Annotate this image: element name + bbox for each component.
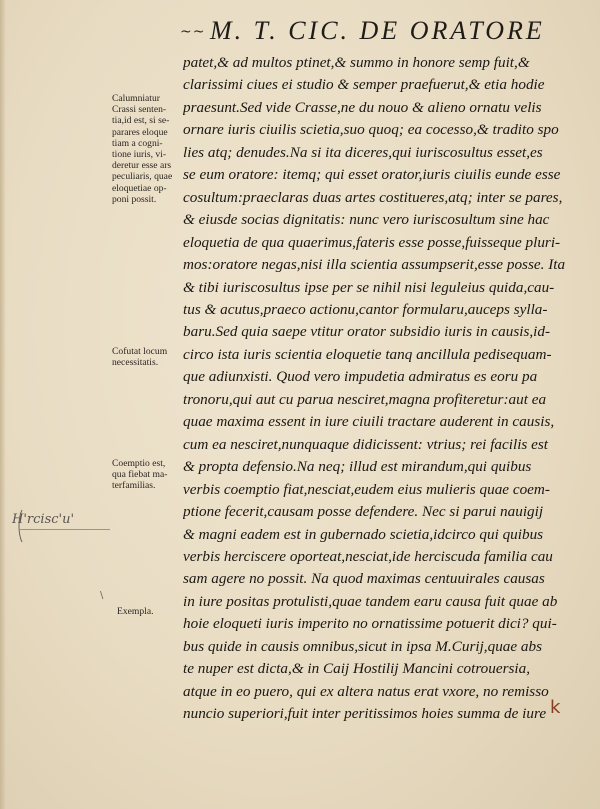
handwritten-annotation: H'rcisc'u' (12, 512, 75, 527)
marginal-line: poni possit. (112, 193, 157, 205)
marginal-line: tia,id est, si se- (112, 115, 170, 127)
marginal-line: peculiaris, quae (112, 171, 173, 183)
text-line: que adiunxisti. Quod vero impudetia admiratus es eoru pa (183, 368, 538, 386)
text-line: hoie eloqueti iuris imperito no ornatissime potuerit dici? qui- (183, 615, 557, 633)
marginal-line: Exempla. (117, 606, 154, 617)
text-line: mos:oratore negas,nisi illa scientia assumpserit,esse posse. Ita (183, 256, 566, 274)
marginal-note-calumniatur (112, 93, 172, 205)
text-line: bus quide in causis omnibus,sicut in ipsa M.Curij,quae abs (183, 637, 543, 655)
marginal-line: necessitatis. (112, 357, 159, 369)
text-line: patet,& ad multos ptinet,& summo in honore semp fuit,& (183, 54, 530, 71)
text-line: & magni eadem est in gubernado scietia,idcirco qui quibus (183, 525, 544, 543)
text-line: & tibi iuriscosultus ipse per se nihil nisi leguleius quida,cau- (183, 278, 555, 296)
text-line: circo ista iuris scientia eloquetie tanq ancillula pedisequam- (183, 345, 552, 363)
text-line: in iure positas protulisti,quae tandem earu causa fuit quae ab (183, 592, 558, 610)
marginal-note-cofutat (112, 346, 167, 368)
text-line: cum ea nesciret,nunquaque didicissent: vtrius; rei facilis est (183, 435, 548, 453)
marginal-note-exempla (117, 606, 154, 617)
text-line: tus & acutus,praeco actionu,cantor formularu,auceps sylla- (183, 300, 548, 318)
marginal-line: eloquetiae op- (112, 182, 167, 194)
text-line: & eiusde socias dignitatis: nunc vero iuriscosultum sine hac (183, 211, 550, 229)
running-head: M. T. CIC. DE ORATORE (210, 16, 545, 45)
marginal-line: Coemptio est, (112, 458, 166, 469)
text-line: verbis coemptio fiat,nesciat,eudem eius mulieris quae coem- (183, 480, 550, 498)
marginal-line: Cofutat locum (112, 346, 168, 357)
text-line: lies atq; denudes.Na si ita diceres,qui iuriscosultus esset,es (183, 143, 543, 161)
text-line: te nuper est dicta,& in Caij Hostilij Mancini cotrouersia, (183, 660, 531, 678)
main-text (183, 52, 575, 726)
text-line: atque in eo puero, qui ex altera natus erat vxore, no remisso (183, 682, 549, 700)
marginal-line: tione iuris, vi- (112, 149, 167, 161)
text-line: cosultum:praeclaras duas artes costitueres,atq; inter se pares, (183, 188, 563, 206)
text-line: clarissimi ciues ei studio & semper praefuerut,& etia hodie (183, 76, 545, 94)
marginal-line: qua fiebat ma- (112, 469, 168, 481)
annotation-bracket-icon (0, 506, 80, 546)
page-edge-shadow (0, 0, 6, 809)
text-line: ptione fecerit,causam posse defendere. Nec si parui nauigij (183, 503, 544, 521)
marginal-line: deretur esse ars (112, 160, 172, 172)
marginal-line: parares eloque (112, 126, 168, 138)
text-line: quae maxima essent in iure ciuili tractare auderent in causis, (183, 413, 555, 431)
text-line: & propta defensio.Na neq; illud est mirandum,qui quibus (183, 458, 532, 476)
text-line: praesunt.Sed vide Crasse,ne du nouo & alieno ornatu velis (183, 98, 542, 116)
page-header (0, 16, 600, 56)
marginal-line: tiam a cogni- (112, 137, 163, 149)
corner-ink-mark: k (550, 697, 561, 718)
marginal-note-coemptio (112, 458, 167, 492)
text-line: ornare iuris ciuilis scietia,suo quoq; ea cocesso,& tradito spo (183, 121, 559, 139)
text-line: eloquetia de qua quaerimus,fateris esse posse,fuisseque pluri- (183, 233, 561, 251)
text-line: baru.Sed quia saepe vtitur orator subsidio iuris in causis,id- (183, 323, 551, 341)
text-line: tronoru,qui aut cu parua nesciret,magna profiteretur:aut ea (183, 390, 547, 408)
text-line: nuncio superiori,fuit inter peritissimos hoies summa de iure (183, 705, 547, 723)
text-line: verbis herciscere oporteat,nesciat,ide herciscuda familia cau (183, 547, 553, 565)
text-line: sam agere no possit. Na quod maximas centuuirales causas (183, 570, 545, 588)
margin-tick-mark: \ (100, 590, 104, 601)
marginal-line: terfamilias. (112, 480, 156, 492)
header-ornament: ~~ (180, 24, 206, 40)
marginal-line: Calumniatur (112, 93, 160, 104)
text-line: se eum oratore: itemq; qui esset orator,iuris ciuilis eunde esse (183, 166, 561, 184)
marginal-line: Crassi senten- (112, 104, 167, 116)
